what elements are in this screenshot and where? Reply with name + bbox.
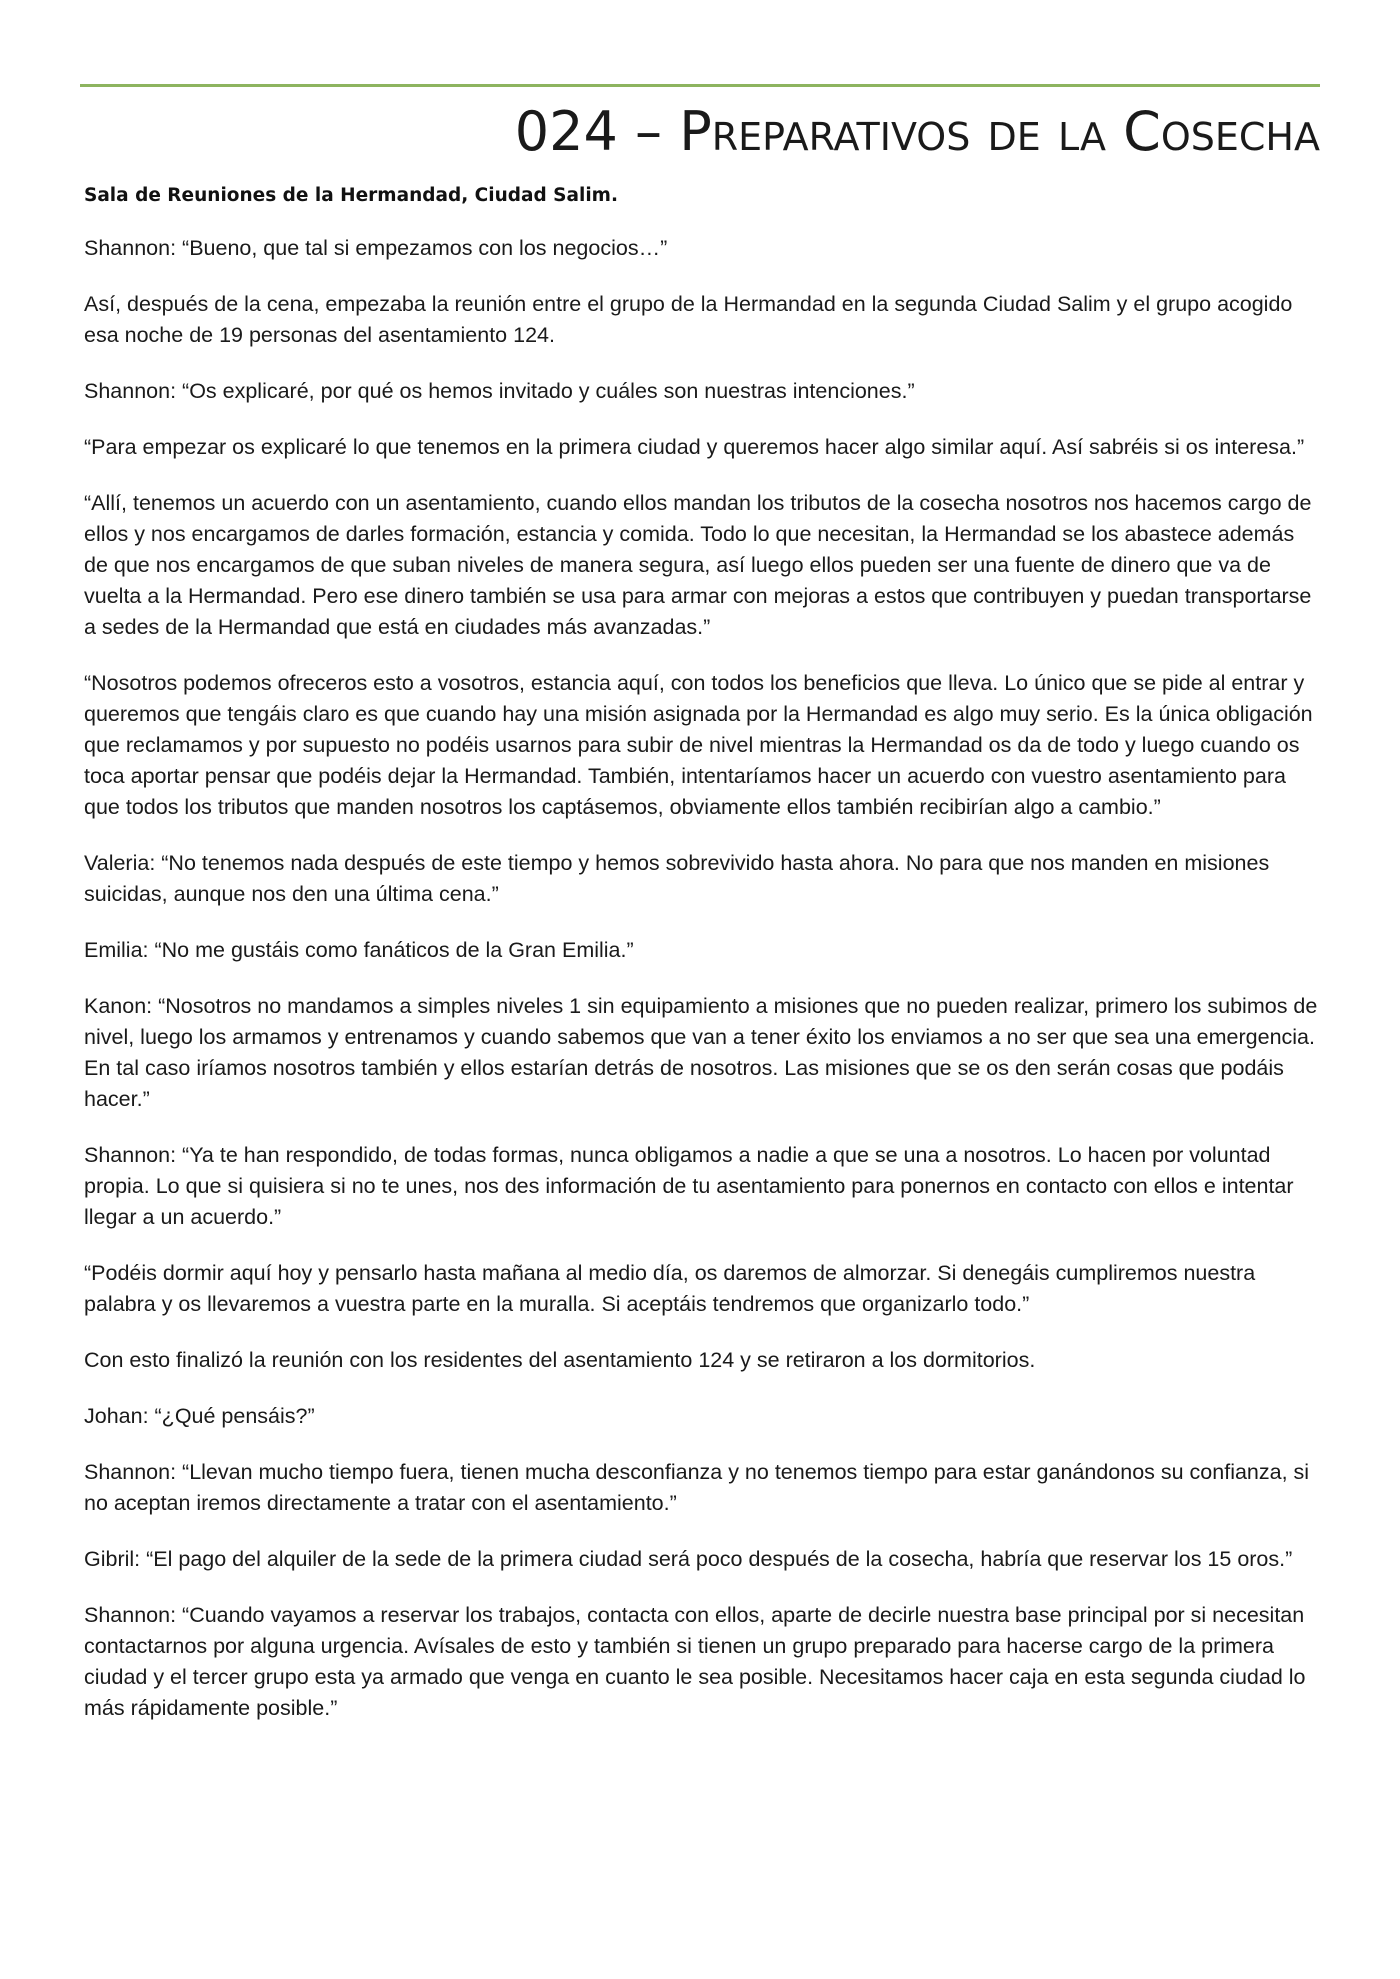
paragraph: Shannon: “Cuando vayamos a reservar los trabajos, contacta con ellos, aparte de decirle nuestra base principal por si necesitan contactarnos por alguna urgencia. Avísales de esto y también si tienen un grupo preparado para hacerse cargo de la primera ciudad y el tercer grupo esta ya armado que venga en cuanto le sea posible. Necesitamos hacer caja en esta segunda ciudad lo más rápidamente posible.”	[84, 1603, 1306, 1720]
paragraph: Johan: “¿Qué pensáis?”	[84, 1404, 315, 1428]
header-rule	[80, 84, 1320, 87]
paragraph: “Nosotros podemos ofreceros esto a vosotros, estancia aquí, con todos los beneficios que lleva. Lo único que se pide al entrar y queremos que tengáis claro es que cuando hay una misión asignada por la Hermandad es algo muy serio. Es la única obligación que reclamamos y por supuesto no podéis usarnos para subir de nivel mientras la Hermandad os da de todo y luego cuando os toca aportar pensar que podéis dejar la Hermandad. También, intentaríamos hacer un acuerdo con vuestro asentamiento para que todos los tributos que manden nosotros los captásemos, obviamente ellos también recibirían algo a cambio.”	[84, 671, 1313, 819]
document-body	[84, 233, 1320, 1749]
paragraph: Valeria: “No tenemos nada después de este tiempo y hemos sobrevivido hasta ahora. No para que nos manden en misiones suicidas, aunque nos den una última cena.”	[84, 851, 1270, 906]
paragraph: Gibril: “El pago del alquiler de la sede de la primera ciudad será poco después de la cosecha, habría que reservar los 15 oros.”	[84, 1547, 1293, 1571]
paragraph: Shannon: “Os explicaré, por qué os hemos invitado y cuáles son nuestras intenciones.”	[84, 379, 915, 403]
paragraph: Kanon: “Nosotros no mandamos a simples niveles 1 sin equipamiento a misiones que no pueden realizar, primero los subimos de nivel, luego los armamos y entrenamos y cuando sabemos que van a tener éxito los enviamos a no ser que sea una emergencia. En tal caso iríamos nosotros también y ellos estarían detrás de nosotros. Las misiones que se os den serán cosas que podáis hacer.”	[84, 994, 1318, 1111]
scene-heading: Sala de Reuniones de la Hermandad, Ciudad Salim.	[84, 185, 618, 206]
paragraph: “Para empezar os explicaré lo que tenemos en la primera ciudad y queremos hacer algo similar aquí. Así sabréis si os interesa.”	[84, 435, 1305, 459]
paragraph: Emilia: “No me gustáis como fanáticos de la Gran Emilia.”	[84, 938, 634, 962]
paragraph: Así, después de la cena, empezaba la reunión entre el grupo de la Hermandad en la segunda Ciudad Salim y el grupo acogido esa noche de 19 personas del asentamiento 124.	[84, 292, 1293, 347]
chapter-title: 024 – Preparativos de la Cosecha	[514, 100, 1320, 163]
paragraph: Shannon: “Bueno, que tal si empezamos con los negocios…”	[84, 236, 668, 260]
paragraph: Shannon: “Ya te han respondido, de todas formas, nunca obligamos a nadie a que se una a nosotros. Lo hacen por voluntad propia. Lo que si quisiera si no te unes, nos des información de tu asentamiento para ponernos en contacto con ellos e intentar llegar a un acuerdo.”	[84, 1143, 1294, 1229]
paragraph: “Podéis dormir aquí hoy y pensarlo hasta mañana al medio día, os daremos de almorzar. Si denegáis cumpliremos nuestra palabra y os llevaremos a vuestra parte en la muralla. Si aceptáis tendremos que organizarlo todo.”	[84, 1261, 1256, 1316]
paragraph: Con esto finalizó la reunión con los residentes del asentamiento 124 y se retiraron a los dormitorios.	[84, 1348, 1036, 1372]
paragraph: Shannon: “Llevan mucho tiempo fuera, tienen mucha desconfianza y no tenemos tiempo para estar ganándonos su confianza, si no aceptan iremos directamente a tratar con el asentamiento.”	[84, 1460, 1310, 1515]
paragraph: “Allí, tenemos un acuerdo con un asentamiento, cuando ellos mandan los tributos de la cosecha nosotros nos hacemos cargo de ellos y nos encargamos de darles formación, estancia y comida. Todo lo que necesitan, la Hermandad se los abastece además de que nos encargamos de que suban niveles de manera segura, así luego ellos pueden ser una fuente de dinero que va de vuelta a la Hermandad. Pero ese dinero también se usa para armar con mejoras a estos que contribuyen y puedan transportarse a sedes de la Hermandad que está en ciudades más avanzadas.”	[84, 491, 1312, 639]
